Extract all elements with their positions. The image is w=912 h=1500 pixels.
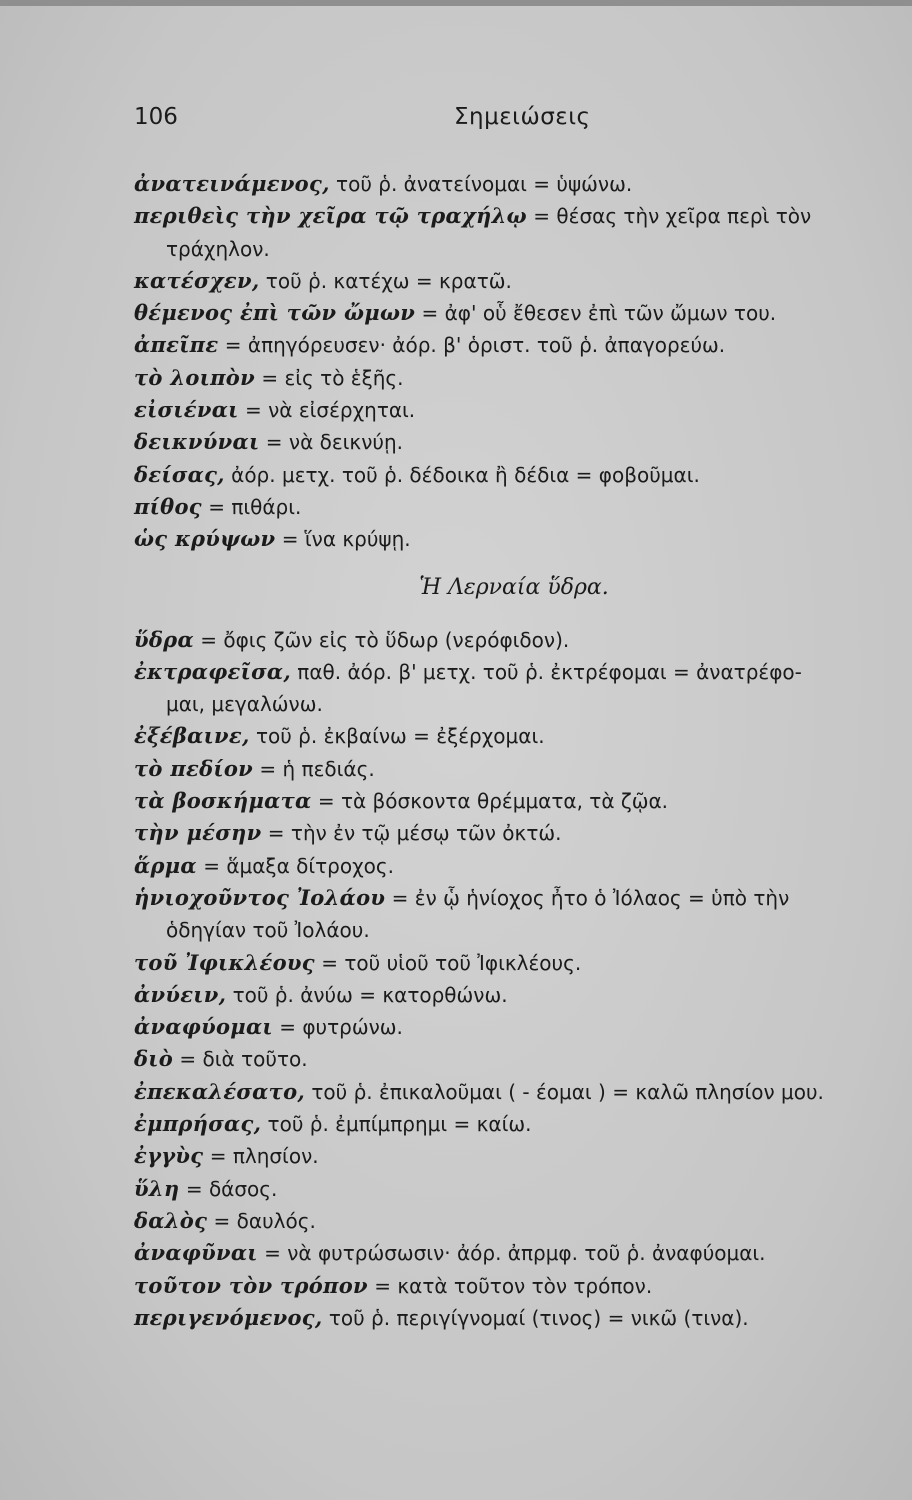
entry-term: ὕλη — [134, 1175, 180, 1201]
entry-line — [134, 753, 884, 785]
entry-term: ἀπεῖπε — [134, 332, 219, 358]
glossary-entry — [134, 979, 884, 1011]
entry-definition: = ἵνα κρύψῃ. — [275, 527, 411, 552]
entry-definition: τοῦ ῥ. περιγίγνομαί (τινος) = νικῶ (τινα). — [322, 1305, 749, 1330]
entry-term: ἐπεκαλέσατο, — [134, 1078, 305, 1104]
glossary-entry — [134, 850, 884, 882]
entry-term: δεικνύναι — [134, 429, 260, 455]
entry-definition: = ἡ πεδιάς. — [253, 756, 375, 781]
glossary-entry — [134, 1205, 884, 1237]
entry-term: εἰσιέναι — [134, 397, 239, 423]
entry-line — [134, 265, 884, 297]
glossary-entry — [134, 882, 884, 947]
page-header — [134, 104, 834, 138]
entry-definition: = τὴν ἐν τῷ μέσῳ τῶν ὀκτώ. — [261, 821, 562, 846]
glossary-entry — [134, 624, 884, 656]
entry-line — [134, 1237, 884, 1269]
entry-term: πίθος — [134, 493, 202, 519]
entry-term: τὰ βοσκήματα — [134, 788, 312, 814]
entry-line — [134, 624, 884, 656]
glossary — [134, 168, 884, 1334]
entry-line — [134, 329, 884, 361]
glossary-entry — [134, 1237, 884, 1269]
entry-term: τοῦ Ἰφικλέους — [134, 949, 315, 975]
page-top-edge — [0, 0, 912, 6]
glossary-entry — [134, 1108, 884, 1140]
entry-line — [134, 979, 884, 1011]
entry-line — [134, 947, 884, 979]
entry-line — [134, 1108, 884, 1140]
glossary-entry — [134, 656, 884, 721]
entry-definition: = φυτρώνω. — [272, 1015, 403, 1040]
entry-line — [134, 168, 884, 200]
entry-line — [134, 882, 884, 914]
entry-definition: τοῦ ῥ. ἀνατείνομαι = ὑψώνω. — [329, 172, 633, 196]
entry-term: ἀναφύομαι — [134, 1014, 273, 1040]
entry-term: ὡς κρύψων — [134, 526, 276, 552]
glossary-entry — [134, 785, 884, 817]
entry-term: ἐκτραφεῖσα, — [134, 658, 291, 684]
entry-term: ἀνατεινάμενος, — [134, 171, 330, 196]
entry-line — [134, 1173, 884, 1205]
glossary-entry — [134, 362, 884, 394]
entry-continuation: τράχηλον. — [166, 236, 270, 261]
entry-term: ἐξέβαινε, — [134, 723, 250, 749]
entry-definition: = κατὰ τοῦτον τὸν τρόπον. — [367, 1273, 653, 1298]
entry-term: ἅρμα — [134, 852, 197, 878]
entry-term: ἀνύειν, — [134, 981, 227, 1007]
entry-term: ὕδρα — [134, 626, 194, 652]
glossary-entry — [134, 817, 884, 849]
glossary-entry — [134, 523, 884, 555]
entry-definition: = δαυλός. — [207, 1208, 316, 1233]
glossary-entry — [134, 1270, 884, 1302]
entry-term: τὸ πεδίον — [134, 755, 254, 781]
entry-definition: = ἅμαξα δίτροχος. — [196, 853, 394, 878]
entry-line — [134, 1140, 884, 1172]
running-title: Σημειώσεις — [454, 104, 591, 130]
entry-definition: τοῦ ῥ. ἀνύω = κατορθώνω. — [226, 982, 508, 1007]
entry-term: ἐγγὺς — [134, 1143, 204, 1169]
glossary-entry — [134, 1173, 884, 1205]
entry-definition: τοῦ ῥ. κατέχω = κρατῶ. — [259, 268, 512, 293]
glossary-entry — [134, 1011, 884, 1043]
glossary-entry — [134, 1302, 884, 1334]
entry-definition: = τὰ βόσκοντα θρέμματα, τὰ ζῷα. — [311, 789, 669, 814]
glossary-entry — [134, 1076, 884, 1108]
entry-definition: ἀόρ. μετχ. τοῦ ῥ. δέδοικα ἢ δέδια = φοβοῦμαι. — [224, 462, 700, 487]
entry-line — [134, 817, 884, 849]
entry-definition: = ἐν ᾧ ἡνίοχος ἦτο ὁ Ἰόλαος = ὑπὸ τὴν — [385, 885, 790, 910]
entry-term: θέμενος ἐπὶ τῶν ὤμων — [134, 300, 416, 326]
glossary-entry — [134, 168, 884, 200]
page-number: 106 — [134, 104, 178, 130]
entry-definition: = ἀφ' οὗ ἔθεσεν ἐπὶ τῶν ὤμων του. — [415, 301, 777, 326]
entry-line — [134, 720, 884, 752]
glossary-entry — [134, 753, 884, 785]
entry-definition: = πιθάρι. — [201, 494, 302, 519]
entry-term: περιθεὶς τὴν χεῖρα τῷ τραχήλῳ — [134, 203, 527, 229]
entry-line — [134, 362, 884, 394]
entry-definition: = διὰ τοῦτο. — [173, 1047, 308, 1072]
glossary-entry — [134, 329, 884, 361]
entry-line — [134, 1076, 884, 1108]
entry-term: τὴν μέσην — [134, 820, 262, 846]
glossary-entry — [134, 297, 884, 329]
entry-definition: τοῦ ῥ. ἐμπίμπρημι = καίω. — [261, 1112, 532, 1137]
glossary-entry — [134, 1140, 884, 1172]
entry-term: ἐμπρήσας, — [134, 1111, 262, 1137]
entry-line — [134, 785, 884, 817]
entry-definition: = εἰς τὸ ἑξῆς. — [255, 365, 404, 390]
glossary-entry — [134, 394, 884, 426]
glossary-entry — [134, 491, 884, 523]
entry-term: ἀναφῦναι — [134, 1240, 258, 1266]
glossary-entry — [134, 426, 884, 458]
glossary-entry — [134, 265, 884, 297]
entry-line — [134, 1011, 884, 1043]
entry-line — [134, 1302, 884, 1334]
entry-line — [134, 1270, 884, 1302]
entry-definition: = πλησίον. — [203, 1144, 319, 1169]
glossary-group-lernaean-hydra — [134, 624, 884, 1335]
entry-continuation: ὁδηγίαν τοῦ Ἰολάου. — [166, 918, 370, 943]
entry-line — [134, 1205, 884, 1237]
entry-term: κατέσχεν, — [134, 267, 260, 293]
entry-definition: = ὄφις ζῶν εἰς τὸ ὕδωρ (νερόφιδον). — [193, 627, 570, 652]
entry-term: τοῦτον τὸν τρόπον — [134, 1272, 368, 1298]
entry-continuation: μαι, μεγαλώνω. — [166, 692, 323, 717]
entry-line — [134, 426, 884, 458]
entry-term: ἡνιοχοῦντος Ἰολάου — [134, 884, 386, 910]
entry-definition: = νὰ εἰσέρχηται. — [238, 398, 416, 423]
glossary-entry — [134, 947, 884, 979]
entry-definition: = ἀπηγόρευσεν· ἀόρ. β' ὁριστ. τοῦ ῥ. ἀπαγορεύω. — [218, 333, 726, 358]
entry-line — [134, 200, 884, 232]
entry-definition: τοῦ ῥ. ἐκβαίνω = ἐξέρχομαι. — [249, 724, 545, 749]
entry-line — [134, 1043, 884, 1075]
entry-term: διὸ — [134, 1046, 174, 1072]
entry-definition: τοῦ ῥ. ἐπικαλοῦμαι ( - έομαι ) = καλῶ πλησίον μου. — [305, 1079, 824, 1104]
entry-line — [134, 297, 884, 329]
entry-line — [134, 523, 884, 555]
entry-line — [134, 459, 884, 491]
entry-definition: = τοῦ υἱοῦ τοῦ Ἰφικλέους. — [314, 950, 582, 975]
entry-definition: = δάσος. — [179, 1176, 278, 1201]
glossary-entry — [134, 459, 884, 491]
glossary-entry — [134, 200, 884, 265]
glossary-entry — [134, 1043, 884, 1075]
entry-line — [134, 394, 884, 426]
entry-term: δείσας, — [134, 461, 225, 487]
entry-line — [134, 491, 884, 523]
section-title: Ἡ Λερναία ὕδρα. — [419, 574, 609, 600]
entry-term: περιγενόμενος, — [134, 1304, 323, 1330]
entry-definition: = θέσας τὴν χεῖρα περὶ τὸν — [526, 204, 812, 229]
entry-definition: παθ. ἀόρ. β' μετχ. τοῦ ῥ. ἐκτρέφομαι = ἀνατρέφο- — [290, 659, 802, 684]
glossary-group-previous-text — [134, 168, 884, 556]
glossary-entry — [134, 720, 884, 752]
entry-definition: = νὰ δεικνύῃ. — [259, 430, 403, 455]
entry-term: δαλὸς — [134, 1207, 208, 1233]
entry-line — [134, 656, 884, 688]
entry-line — [134, 850, 884, 882]
entry-definition: = νὰ φυτρώσωσιν· ἀόρ. ἀπρμφ. τοῦ ῥ. ἀναφύομαι. — [257, 1241, 766, 1266]
entry-term: τὸ λοιπὸν — [134, 364, 255, 390]
